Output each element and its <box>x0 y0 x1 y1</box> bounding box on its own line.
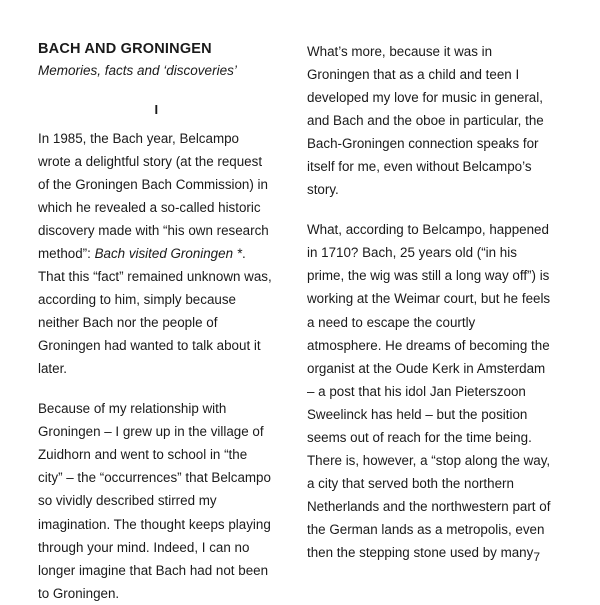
section-number: I <box>154 101 159 117</box>
page-columns <box>38 40 564 601</box>
paragraph-left-1-italic: Bach visited Groningen * <box>94 246 242 262</box>
page-subtitle: Memories, facts and ‘discoveries’ <box>38 62 237 78</box>
paragraph-right-2: What, according to Belcampo, happened in 1710? Bach, 25 years old (“in his prime, the wig was still a long way off”) is working at the Weimar court, but he feels a need to escape the courtly atmosphere. He dreams of becoming the organist at the Oude Kerk in Amsterdam – a post that his idol Jan Pieterszoon Sweelinck has held – but the position seems out of reach for the time being. There is, however, a “stop along the way, a city that served both the northern Netherlands and the northwestern part of the German lands as a metropolis, even then the stepping stone used by many <box>307 222 551 560</box>
paragraph-left-1-part-1: In 1985, the Bach year, Belcampo wrote a delightful story (at the request of the Groningen Bach Commission) in which he revealed a so-called historic discovery made with “his own research method”: <box>38 130 269 262</box>
page-number: 7 <box>533 550 540 564</box>
paragraph-left-1-part-2: . That this “fact” remained unknown was, according to him, simply because neither Bach nor the people of Groningen had wanted to talk about it later. <box>38 246 272 377</box>
paragraph-left-2: Because of my relationship with Groningen – I grew up in the village of Zuidhorn and went to school in “the city” – the “occurrences” that Belcampo so vividly described stirred my imagination. The thought keeps playing through your mind. Indeed, I can no longer imagine that Bach had not been to Groningen. <box>38 401 271 601</box>
paragraph-right-1: What’s more, because it was in Groningen that as a child and teen I developed my love for music in general, and Bach and the oboe in particular, the Bach-Groningen connection speaks for itself for me, even without Belcampo’s story. <box>307 44 544 198</box>
paragraph-left-1 <box>38 127 275 381</box>
right-column <box>307 40 552 560</box>
page-title: BACH AND GRONINGEN <box>38 41 212 57</box>
left-column <box>38 40 275 601</box>
